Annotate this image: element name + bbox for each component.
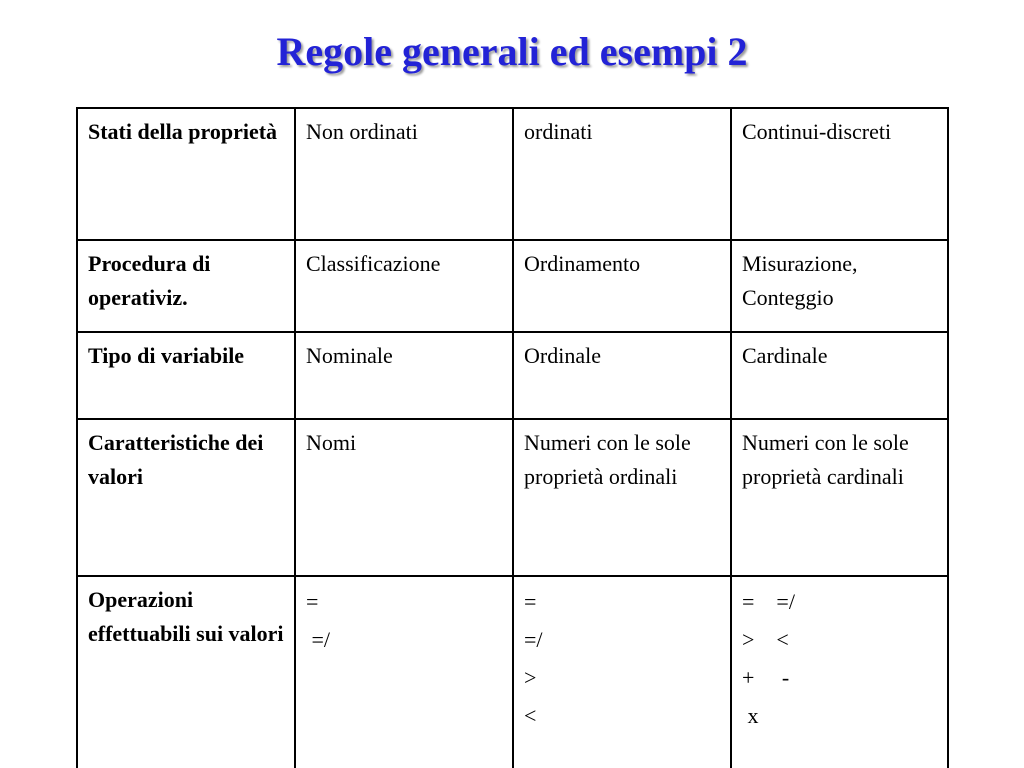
row-header-procedura: Procedura di operativiz. — [77, 240, 295, 332]
table-cell: Nominale — [295, 332, 513, 419]
row-header-tipo: Tipo di variabile — [77, 332, 295, 419]
op-line: = — [306, 589, 319, 614]
table-cell: Continui-discreti — [731, 108, 948, 240]
op-line: x — [742, 703, 759, 728]
row-header-operazioni: Operazioni effettuabili sui valori — [77, 576, 295, 768]
op-line: < — [524, 703, 537, 728]
op-line: =/ — [306, 627, 331, 652]
table-row — [77, 240, 948, 332]
table-cell-ops-cardinale — [731, 576, 948, 768]
op-line: =/ — [524, 627, 543, 652]
op-line: + - — [742, 665, 790, 690]
table-cell: Numeri con le sole proprietà cardinali — [731, 419, 948, 576]
op-line: = — [524, 589, 537, 614]
table-cell: Ordinale — [513, 332, 731, 419]
table-cell: Numeri con le sole proprietà ordinali — [513, 419, 731, 576]
table-cell-ops-nominale — [295, 576, 513, 768]
table-cell: Ordinamento — [513, 240, 731, 332]
op-line: > < — [742, 627, 789, 652]
table-cell: Classificazione — [295, 240, 513, 332]
table-row — [77, 108, 948, 240]
table-cell: Misurazione, Conteggio — [731, 240, 948, 332]
op-line: = =/ — [742, 589, 795, 614]
slide-title: Regole generali ed esempi 2 — [276, 29, 748, 74]
table-row — [77, 576, 948, 768]
table-cell: Non ordinati — [295, 108, 513, 240]
op-line: > — [524, 665, 537, 690]
table-cell: ordinati — [513, 108, 731, 240]
comparison-table — [76, 107, 949, 768]
row-header-caratteristiche: Caratteristiche dei valori — [77, 419, 295, 576]
table-cell: Cardinale — [731, 332, 948, 419]
table-row — [77, 332, 948, 419]
table-cell: Nomi — [295, 419, 513, 576]
table-cell-ops-ordinale — [513, 576, 731, 768]
row-header-stati: Stati della proprietà — [77, 108, 295, 240]
table-row — [77, 419, 948, 576]
